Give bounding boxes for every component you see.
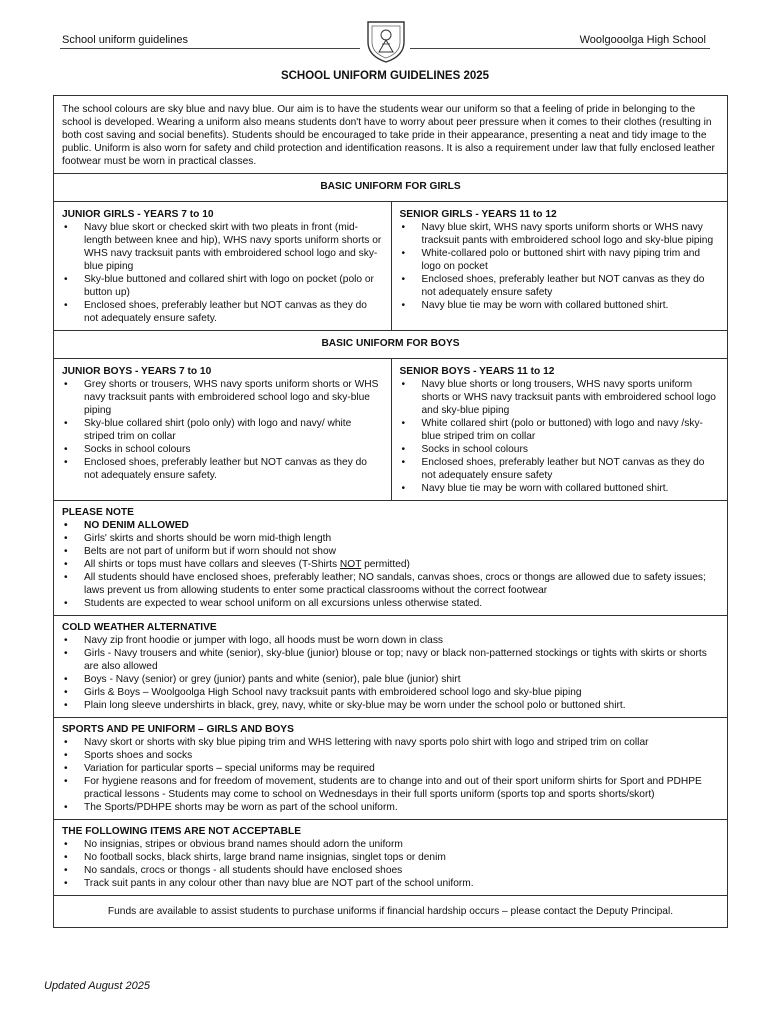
list-item: • Navy blue shorts or long trousers, WHS navy sports uniform shorts or WHS navy tracksuit pants with embroidered school logo and sky-blue piping xyxy=(400,378,720,417)
girls-band-heading: BASIC UNIFORM FOR GIRLS xyxy=(54,174,727,202)
header-rule-right xyxy=(410,48,710,49)
shirts-not-underlined: NOT xyxy=(339,559,362,570)
list-item: • Girls & Boys – Woolgoolga High School navy tracksuit pants with embroidered school logo and sky-blue piping xyxy=(62,686,719,699)
list-item: • No insignias, stripes or obvious brand names should adorn the uniform xyxy=(62,838,719,851)
list-item: • Boys - Navy (senior) or grey (junior) pants and white (senior), pale blue (junior) shirt xyxy=(62,673,719,686)
junior-boys-heading: JUNIOR BOYS - YEARS 7 to 10 xyxy=(62,366,212,377)
list-item: • Navy blue skort or checked skirt with two pleats in front (mid-length between knee and hip), WHS navy sports uniform shorts or WHS navy tracksuit pants with embroidered school logo and sky-blue piping xyxy=(62,221,383,273)
cold-weather-heading: COLD WEATHER ALTERNATIVE xyxy=(62,622,217,633)
list-item: • Girls - Navy trousers and white (senior), sky-blue (junior) blouse or top; navy or black non-patterned stockings or tights with skirts or shorts are also allowed xyxy=(62,647,719,673)
list-item: • Track suit pants in any colour other than navy blue are NOT part of the school uniform. xyxy=(62,877,719,890)
list-item xyxy=(62,558,719,571)
junior-girls-column xyxy=(54,202,391,330)
list-item: • White collared shirt (polo or buttoned) with logo and navy /sky-blue striped trim on collar xyxy=(400,417,720,443)
junior-boys-column xyxy=(54,359,391,500)
list-item: • Sky-blue buttoned and collared shirt with logo on pocket (polo or button up) xyxy=(62,273,383,299)
not-acceptable-heading: THE FOLLOWING ITEMS ARE NOT ACCEPTABLE xyxy=(62,826,302,837)
senior-girls-heading: SENIOR GIRLS - YEARS 11 to 12 xyxy=(399,209,557,220)
school-crest-icon xyxy=(364,18,408,64)
sports-list xyxy=(62,736,719,814)
list-item: • Grey shorts or trousers, WHS navy sports uniform shorts or WHS navy tracksuit pants with embroidered school logo and sky-blue piping xyxy=(62,378,383,417)
header-left-text: School uniform guidelines xyxy=(62,34,188,46)
senior-boys-column xyxy=(391,359,728,500)
cold-weather-section xyxy=(54,616,727,718)
list-item: • Sports shoes and socks xyxy=(62,749,719,762)
list-item: • Belts are not part of uniform but if worn should not show xyxy=(62,545,719,558)
list-item: • Enclosed shoes, preferably leather but NOT canvas as they do not adequately ensure safety. xyxy=(62,456,383,482)
document-title: SCHOOL UNIFORM GUIDELINES 2025 xyxy=(280,70,490,82)
shirts-text-start: All shirts or tops must have collars and sleeves (T-Shirts xyxy=(84,559,340,570)
list-item: • Enclosed shoes, preferably leather but NOT canvas as they do not adequately ensure safety. xyxy=(62,299,383,325)
intro-paragraph: The school colours are sky blue and navy blue. Our aim is to have the students wear our uniform so that a feeling of pride in belonging to the school is developed. Wearing a uniform also means students don't have to worry about peer pressure when it comes to their clothes (resulting in both cost saving and social benefits). Students should be encouraged to take pride in their appearance, presenting a neat and tidy image to the public. Uniform is also worn for safety and child protection and identification reasons. It is also a requirement under law that fully enclosed leather footwear must be worn in practical classes. xyxy=(54,96,727,174)
guidelines-table xyxy=(53,95,728,928)
not-acceptable-list xyxy=(62,838,719,890)
please-note-heading: PLEASE NOTE xyxy=(62,507,134,518)
list-item: • Socks in school colours xyxy=(400,443,720,456)
list-item: • Socks in school colours xyxy=(62,443,383,456)
list-item: • No sandals, crocs or thongs - all students should have enclosed shoes xyxy=(62,864,719,877)
list-item: • Enclosed shoes, preferably leather but NOT canvas as they do not adequately ensure safety xyxy=(400,273,720,299)
list-item: • No football socks, black shirts, large brand name insignias, singlet tops or denim xyxy=(62,851,719,864)
senior-boys-list xyxy=(400,378,720,495)
list-item: • Girls' skirts and shorts should be worn mid-thigh length xyxy=(62,532,719,545)
list-item: • The Sports/PDHPE shorts may be worn as part of the school uniform. xyxy=(62,801,719,814)
junior-girls-heading: JUNIOR GIRLS - YEARS 7 to 10 xyxy=(62,209,214,220)
page-header xyxy=(60,18,710,66)
please-note-list xyxy=(62,519,719,610)
sports-heading: SPORTS AND PE UNIFORM – GIRLS AND BOYS xyxy=(62,724,294,735)
header-right-text: Woolgooolga High School xyxy=(579,34,706,46)
cold-weather-list xyxy=(62,634,719,712)
list-item: • Navy blue tie may be worn with collared buttoned shirt. xyxy=(400,482,720,495)
girls-columns xyxy=(54,202,727,331)
boys-band-heading: BASIC UNIFORM FOR BOYS xyxy=(54,331,727,359)
junior-girls-list xyxy=(62,221,383,325)
list-item: • Navy zip front hoodie or jumper with logo, all hoods must be worn down in class xyxy=(62,634,719,647)
list-item: • For hygiene reasons and for freedom of movement, students are to change into and out of their sport uniform shirts for Sport and PDHPE practical lessons - Students may come to school on Wednesdays in their full sports uniform (sports top and sports shorts/skort) xyxy=(62,775,719,801)
list-item: • Navy blue skirt, WHS navy sports uniform shorts or WHS navy tracksuit pants with embroidered school logo and sky-blue piping xyxy=(400,221,720,247)
senior-girls-column xyxy=(391,202,728,330)
funds-note: Funds are available to assist students to purchase uniforms if financial hardship occurs – please contact the Deputy Principal. xyxy=(107,906,674,917)
boys-columns xyxy=(54,359,727,501)
list-item: • Navy blue tie may be worn with collared buttoned shirt. xyxy=(400,299,720,312)
please-note-section xyxy=(54,501,727,616)
senior-boys-heading: SENIOR BOYS - YEARS 11 to 12 xyxy=(399,366,555,377)
list-item: • Students are expected to wear school uniform on all excursions unless otherwise stated. xyxy=(62,597,719,610)
list-item: • Sky-blue collared shirt (polo only) with logo and navy/ white striped trim on collar xyxy=(62,417,383,443)
senior-girls-list xyxy=(400,221,720,312)
sports-section xyxy=(54,718,727,820)
list-item: • Enclosed shoes, preferably leather but NOT canvas as they do not adequately ensure safety xyxy=(400,456,720,482)
junior-boys-list xyxy=(62,378,383,482)
list-item: • All students should have enclosed shoes, preferably leather; NO sandals, canvas shoes, crocs or thongs are allowed due to safety issues; laws prevent us from allowing students to enter some practical classrooms without the correct footwear xyxy=(62,571,719,597)
list-item: • NO DENIM ALLOWED xyxy=(62,519,719,532)
list-item: • Plain long sleeve undershirts in black, grey, navy, white or sky-blue may be worn under the school polo or buttoned shirt. xyxy=(62,699,719,712)
list-item: • Navy skort or shorts with sky blue piping trim and WHS lettering with navy sports polo shirt with logo and striped trim on collar xyxy=(62,736,719,749)
not-acceptable-section xyxy=(54,820,727,896)
list-item: • Variation for particular sports – special uniforms may be required xyxy=(62,762,719,775)
list-item: • White-collared polo or buttoned shirt with navy piping trim and logo on pocket xyxy=(400,247,720,273)
header-rule-left xyxy=(60,48,360,49)
shirts-text-end: permitted) xyxy=(361,559,410,570)
updated-date: Updated August 2025 xyxy=(44,980,151,992)
